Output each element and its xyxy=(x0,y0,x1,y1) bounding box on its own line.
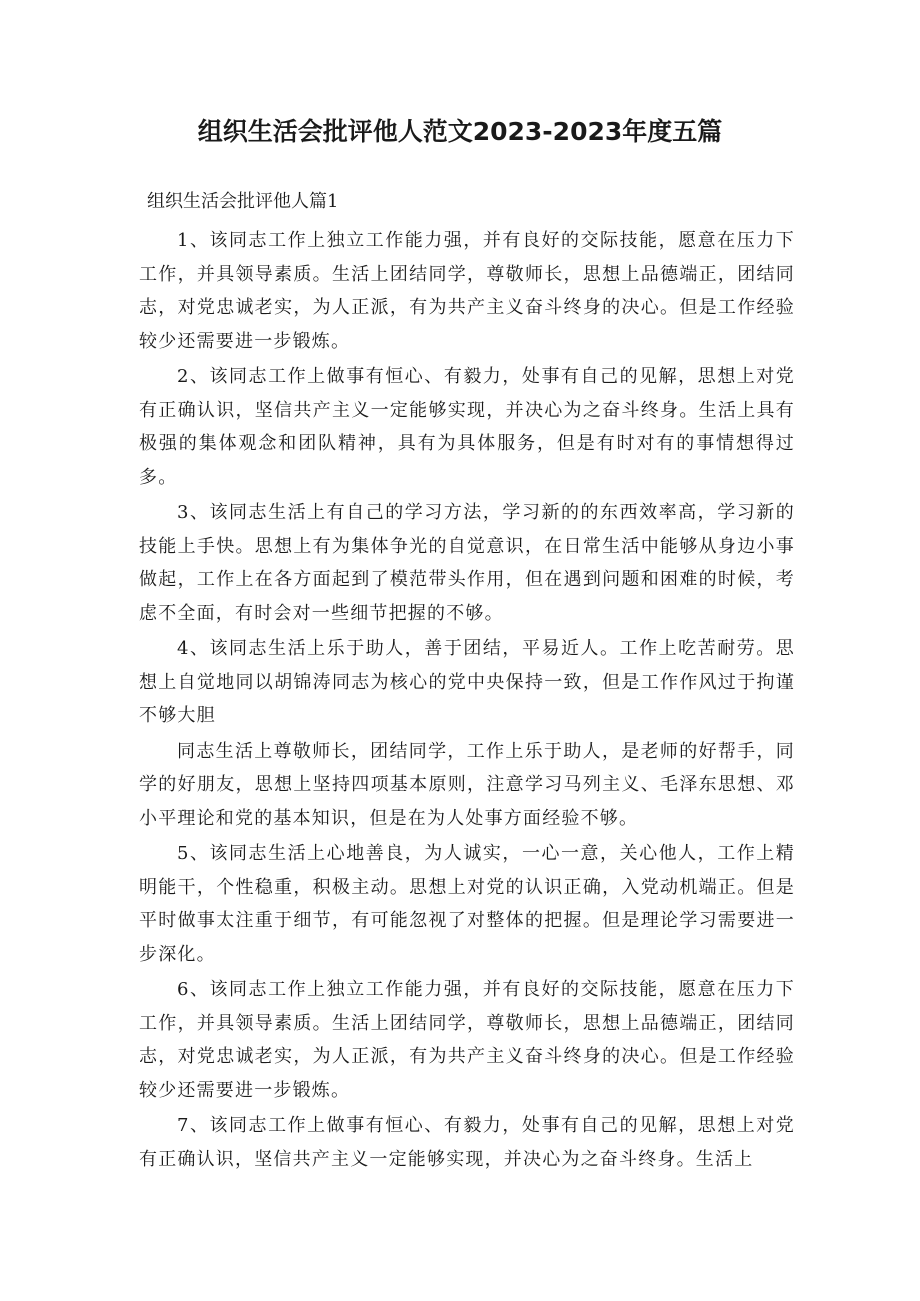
paragraph-6: 6、该同志工作上独立工作能力强，并有良好的交际技能，愿意在压力下工作，并具领导素质。生活上团结同学，尊敬师长，思想上品德端正，团结同志，对党忠诚老实，为人正派，有为共产主义奋斗终身的决心。但是工作经验较少还需要进一步锻炼。 xyxy=(139,979,795,1101)
section-heading: 组织生活会批评他人篇1 xyxy=(147,191,339,212)
paragraph-1: 1、该同志工作上独立工作能力强，并有良好的交际技能，愿意在压力下工作，并具领导素质。生活上团结同学，尊敬师长，思想上品德端正，团结同志，对党忠诚老实，为人正派，有为共产主义奋斗终身的决心。但是工作经验较少还需要进一步锻炼。 xyxy=(139,230,795,352)
paragraph-4: 4、该同志生活上乐于助人，善于团结，平易近人。工作上吃苦耐劳。思想上自觉地同以胡锦涛同志为核心的党中央保持一致，但是工作作风过于拘谨不够大胆 xyxy=(139,638,795,726)
paragraph-3: 3、该同志生活上有自己的学习方法，学习新的的东西效率高，学习新的技能上手快。思想上有为集体争光的自觉意识，在日常生活中能够从身边小事做起，工作上在各方面起到了模范带头作用，但在遇到问题和困难的时候，考虑不全面，有时会对一些细节把握的不够。 xyxy=(139,502,795,624)
document-body xyxy=(139,186,795,1178)
paragraph-5: 5、该同志生活上心地善良，为人诚实，一心一意，关心他人，工作上精明能干，个性稳重，积极主动。思想上对党的认识正确，入党动机端正。但是平时做事太注重于细节，有可能忽视了对整体的把握。但是理论学习需要进一步深化。 xyxy=(139,843,795,965)
paragraph-4b: 同志生活上尊敬师长，团结同学，工作上乐于助人，是老师的好帮手，同学的好朋友，思想上坚持四项基本原则，注意学习马列主义、毛泽东思想、邓小平理论和党的基本知识，但是在为人处事方面经验不够。 xyxy=(139,740,795,829)
document-title: 组织生活会批评他人范文2023-2023年度五篇 xyxy=(197,117,723,146)
paragraph-2: 2、该同志工作上做事有恒心、有毅力，处事有自己的见解，思想上对党有正确认识，坚信共产主义一定能够实现，并决心为之奋斗终身。生活上具有极强的集体观念和团队精神，具有为具体服务，但是有时对有的事情想得过多。 xyxy=(139,366,795,488)
paragraph-7: 7、该同志工作上做事有恒心、有毅力，处事有自己的见解，思想上对党有正确认识，坚信共产主义一定能够实现，并决心为之奋斗终身。生活上 xyxy=(139,1115,795,1170)
